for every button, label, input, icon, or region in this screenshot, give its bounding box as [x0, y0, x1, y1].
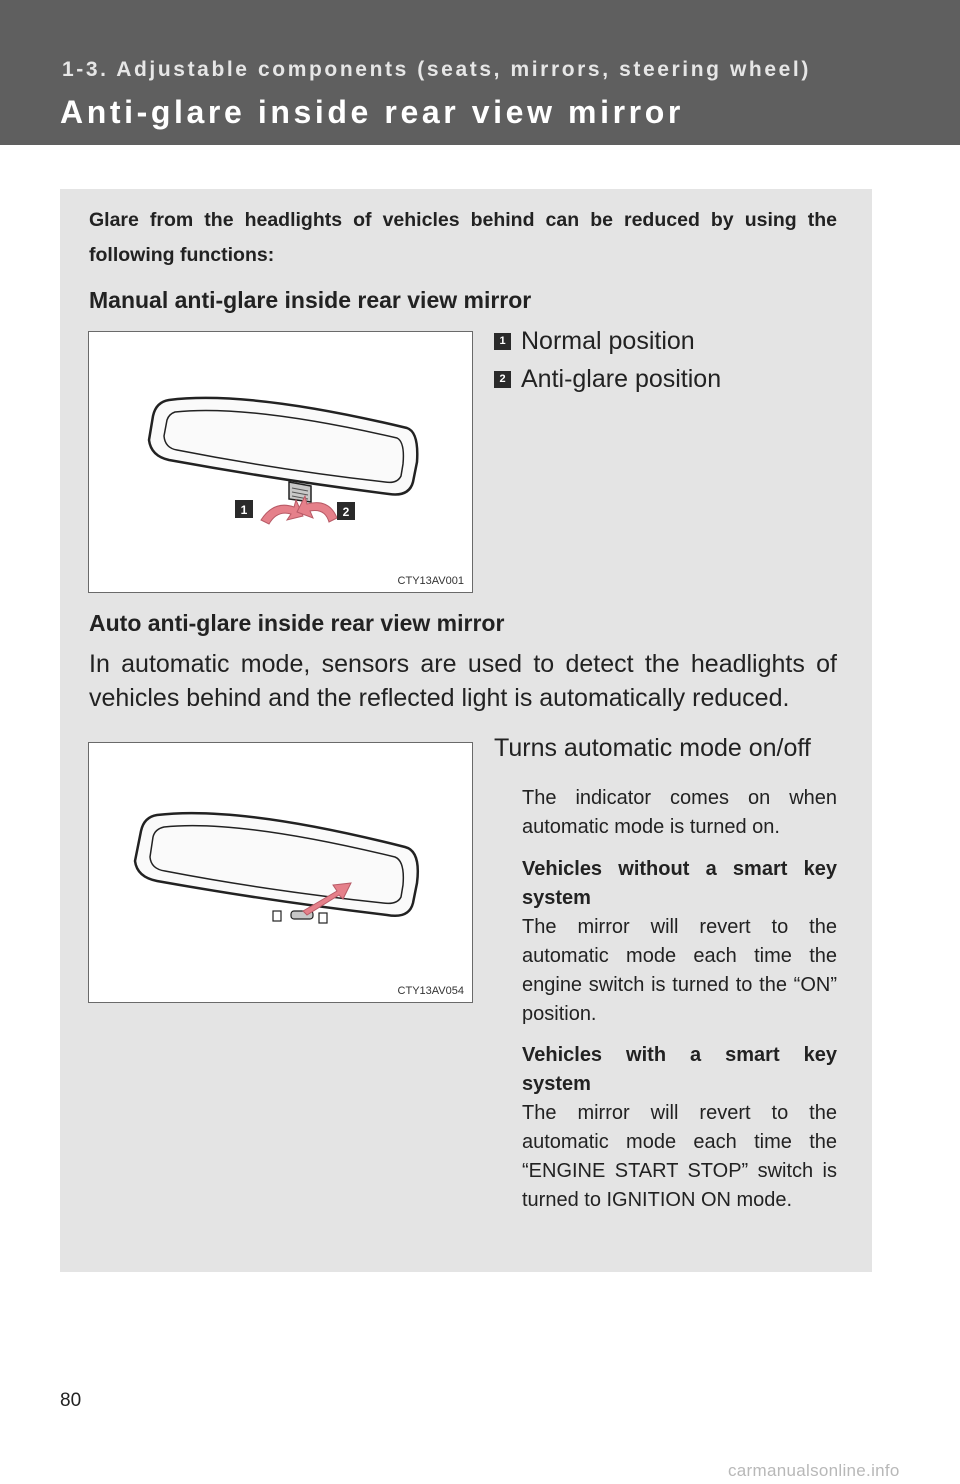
- note-no-smart-key: [522, 855, 837, 1029]
- auto-heading: Auto anti-glare inside rear view mirror: [89, 610, 505, 636]
- callout-1-label: 1: [240, 503, 248, 517]
- figure-code: CTY13AV001: [397, 575, 464, 587]
- callout-2-label: 2: [342, 505, 350, 519]
- manual-mirror-figure: [88, 331, 473, 593]
- manual-mirror-illustration: [89, 332, 474, 594]
- auto-mirror-illustration: [89, 743, 474, 1004]
- page-number: 80: [60, 1390, 82, 1411]
- legend-number-badge: 2: [494, 371, 511, 388]
- manual-heading: Manual anti-glare inside rear view mirror: [89, 287, 532, 313]
- intro-text: Glare from the headlights of vehicles behind can be reduced by using the following functions:: [89, 209, 837, 266]
- legend-anti-glare-position: [494, 364, 721, 394]
- page-title: Anti-glare inside rear view mirror: [60, 94, 684, 130]
- legend-number-badge: 1: [494, 333, 511, 350]
- auto-description: In automatic mode, sensors are used to detect the headlights of vehicles behind and the reflected light is automatically reduced.: [89, 650, 837, 712]
- note-indicator: The indicator comes on when automatic mode is turned on.: [522, 787, 837, 838]
- note-smart-key-title: Vehicles with a smart key system: [522, 1044, 837, 1095]
- legend-label: Anti-glare position: [521, 365, 722, 393]
- section-label: 1-3. Adjustable components (seats, mirrors, steering wheel): [62, 58, 811, 81]
- legend-label: Normal position: [521, 327, 695, 355]
- figure-code: CTY13AV054: [397, 985, 464, 997]
- note-smart-key: [522, 1041, 837, 1215]
- watermark: carmanualsonline.info: [728, 1461, 900, 1480]
- page-header: [0, 0, 960, 145]
- note-no-smart-key-title: Vehicles without a smart key system: [522, 858, 837, 909]
- legend-normal-position: [494, 326, 695, 356]
- note-no-smart-key-text: The mirror will revert to the automatic mode each time the engine switch is turned to the “ON” position.: [522, 916, 837, 1025]
- auto-mirror-figure: [88, 742, 473, 1003]
- note-smart-key-text: The mirror will revert to the automatic mode each time the “ENGINE START STOP” switch is turned to IGNITION ON mode.: [522, 1102, 837, 1211]
- auto-caption: Turns automatic mode on/off: [494, 734, 811, 762]
